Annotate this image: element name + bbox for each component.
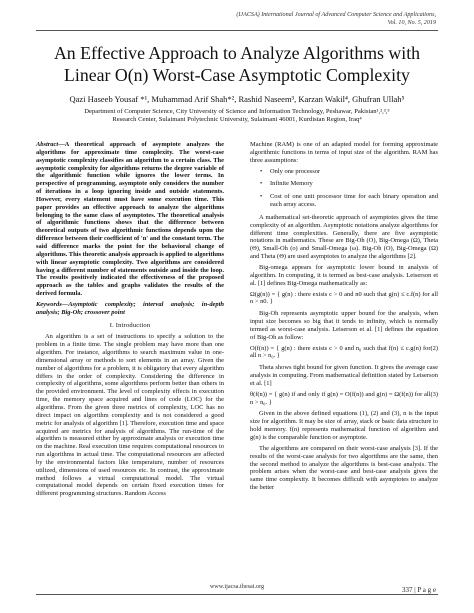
- abstract-text: —A theoretical approach of asymptote analyzes the algorithms for approximate time complexity. The worst-case asymptotic complexity classifies an algorithm to a certain class. The asymptotic complexity for algorithms returns the degree variable of the algorithmic function while ignores the lower terms. In perspective of programming, asymptote only considers the number of iterations in a loop ignoring inside and outside statements. However, every statement must have some execution time. This paper provides an effective approach to analyze the algorithms belonging to the same class of asymptotes. The theoretical analysis of algorithmic functions shows that the difference between theoretical outputs of two algorithmic functions depends upon the difference between their coefficient of 'n' and the constant term. The said difference marks the point for the behavioral change of algorithms. This theoretic analysis approach is applied to algorithms with linear asymptotic complexity. Two algorithms are considered having a different number of statements outside and inside the loop. The results positively indicated the effectiveness of the proposed approach as the tables and graphs validates the results of the derived formula.: [36, 141, 224, 298]
- big-oh-paragraph: Big-Oh represents asymptotic upper bound for the analysis, when input size becomes so big that it tends to infinity, which is normally termed as worst-case analysis. Leiserson et al. [1] defines the equation of Big-Oh as follow:: [250, 310, 438, 341]
- worst-case-paragraph: The algorithms are compared on their worst-case analysis [3]. If the results of the worst-case analysis for two algorithms are the same, then the second method to analyze the algorithms is best-case analysis. The problem arises when the worst-case and best-case analysis gives the same time complexity. It becomes difficult with asymptotes to analyze the better: [250, 444, 438, 492]
- keywords-text: —Asymptotic complexity; interval analysis; in-depth analysis; Big-Oh; crossover point: [36, 300, 224, 316]
- journal-header-line-2: Vol. 10, No. 5, 2019: [387, 19, 436, 26]
- page-number: 337 | P a g e: [402, 586, 436, 594]
- list-item: • Cost of one unit processor time for each binary operation and each array access.: [260, 193, 438, 209]
- abstract: [36, 141, 224, 298]
- equation-explanation-paragraph: Given in the above defined equations (1), (2) and (3), n is the input size for algorithm. It may be size of array, stack or basic data structure to hold memory. f(n) represents mathematical function of algorithm and g(n) is the comparable function or asymptote.: [250, 410, 438, 441]
- header-rule: [36, 30, 438, 31]
- equation-3-number: (3): [430, 390, 438, 398]
- journal-header-line-1: (IJACSA) International Journal of Advanced Computer Science and Applications,: [236, 12, 436, 18]
- equation-2: O(f(n)) = { g(n) : there exists c > 0 and n₀ such that f(n) ≤ c.g(n) for all n > n₀. } (2): [250, 344, 438, 360]
- equation-2-number: (2): [430, 344, 438, 352]
- big-omega-paragraph: Big-omega appears for asymptotic lower bound in analysis of algorithm. In computing, it is termed as best-case analysis. Leiserson et al. [1] defines Big-Omega mathematically as:: [250, 263, 438, 287]
- bullet-icon: •: [260, 180, 263, 188]
- list-item: • Only one processor: [260, 167, 321, 175]
- equation-1: Ω(g(n)) = { g(n) : there exists c > 0 and n0 such that g(n) ≤ c.f(n) for all n > n0. }: [250, 290, 438, 306]
- equation-3: θ(f(n)) = { g(n) if and only if g(n) = O(f(n)) and g(n) = Ω(f(n)) for all n > n₀. } (3): [250, 390, 438, 406]
- paper-title-line-2: Linear O(n) Worst-Case Asymptotic Complexity: [64, 64, 410, 85]
- theta-paragraph: Theta shows tight bound for given function. It gives the average case analysis in computing. From mathematical definition stated by Leiserson et al. [1]: [250, 364, 438, 387]
- section-heading-introduction: I. Introduction: [109, 321, 151, 329]
- keywords: [36, 301, 224, 317]
- affiliations: [0, 108, 474, 125]
- list-item: • Infinite Memory: [260, 180, 313, 188]
- ram-paragraph: Machine (RAM) is one of an adapted model for forming approximate algorithmic functions in terms of input size of the algorithm. RAM has three assumptions:: [250, 141, 438, 164]
- intro-paragraph: An algorithm is a set of instructions to specify a solution to the problem in a finite time. The single problem may have more than one algorithm. For instance, algorithms to search maximum value in one-dimensional array or methods to sort elements in an array. Given the number of algorithms for a problem, it is obligatory that every algorithm differs in the order of complexity. Considering the difference in complexity of algorithms, some algorithms perform better than others in the provided environment. The level of complexity effects in execution time, the memory space acquired and lines of code (LOC) for the algorithms. From the given three metrics of complexity, LOC has no direct impact on algorithm complexity and is not considered a good metric for analysis of algorithm [1]. Therefore, execution time and space acquired are metrics for analysis of algorithms. The run-time of the algorithm is measured either by approximate analysis or execution time on the machine. Real execution time requires computational resources to run algorithms in actual time. The computational resources are affected by the environmental factors like temperature, number of resources utilized, dimensions of used resources etc. In contrast, the approximate method follows a virtual computational model. The virtual computational model depends on certain fixed execution times for different programming structures. Random Access: [36, 333, 224, 498]
- keywords-lead: Keywords: [36, 300, 62, 308]
- author-list: Qazi Haseeb Yousaf *¹, Muhammad Arif Shah*², Rashid Naseem³, Karzan Wakil⁴, Ghufran Ullah⁵: [69, 94, 405, 104]
- paper-title-line-1: An Effective Approach to Analyze Algorithms with: [53, 43, 421, 63]
- left-column: [36, 141, 224, 501]
- bullet-icon: •: [260, 167, 263, 175]
- footer-rule: [36, 594, 438, 595]
- journal-header: [156, 12, 436, 27]
- ram-assumptions-list: [260, 168, 438, 209]
- affiliation-line-1: Department of Computer Science, City University of Science and Information Technology, Peshawar, Pakistan¹,²,³,⁵: [84, 108, 390, 115]
- bullet-icon: •: [260, 193, 263, 201]
- affiliation-line-2: Research Center, Sulaimani Polytechnic University, Sulaimani 46001, Kurdistan Region, Iraq⁴: [112, 116, 362, 124]
- paper-title: [0, 43, 474, 86]
- journal-url: www.ijacsa.thesai.org: [209, 583, 265, 590]
- right-column: [250, 141, 438, 495]
- abstract-lead: Abstract: [36, 141, 59, 148]
- asymptote-paragraph: A mathematical set-theoretic approach of asymptotes gives the time complexity of an algorithm. Asymptotic notations analyze algorithms for different time complexities. Generally, there are five asymptotic notations in mathematics. These are Big-Oh (O), Big-Omega (Ω), Theta (Θ), Small-Oh (o) and Small-Omega (ω). Big-Oh (O), Big-Omega (Ω) and Theta (Θ) are used asymptotes to analyze the algorithms [2].: [250, 213, 438, 261]
